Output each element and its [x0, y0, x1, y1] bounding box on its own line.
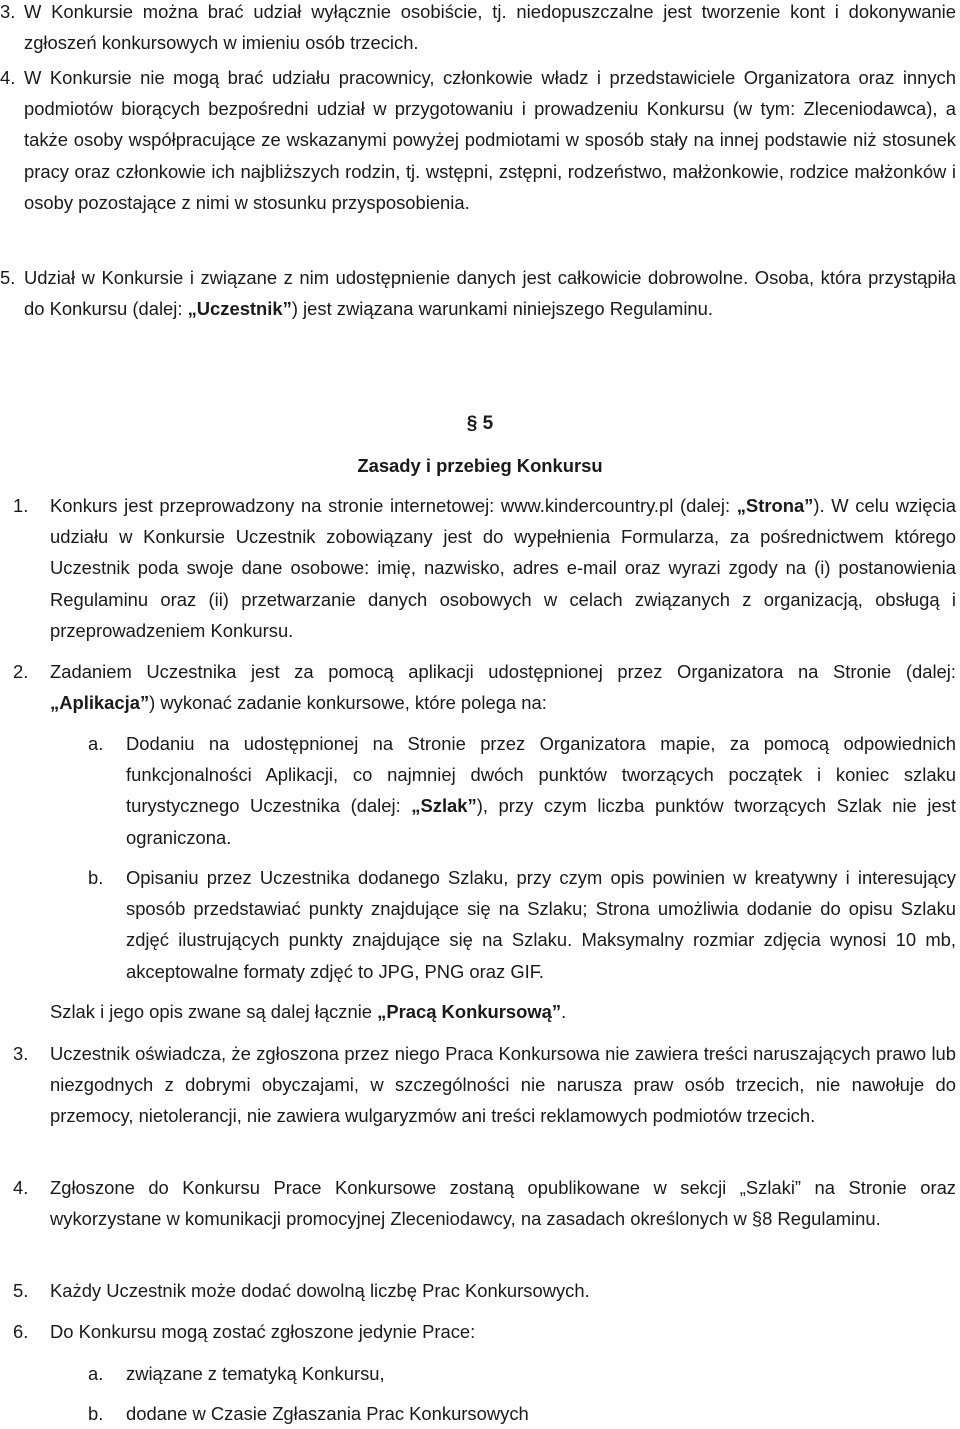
list-item — [0, 1038, 956, 1132]
item-text: Udział w Konkursie i związane z nim udostępnienie danych jest całkowicie dobrowolne. Osoba, która przystąpiła do Konkursu (dalej: „Uczestnik”) jest związana warunkami niniejszego Regulaminu. — [24, 267, 956, 320]
item-letter: a. — [88, 733, 104, 754]
defined-term: „Pracą Konkursową” — [377, 1001, 562, 1022]
sub-list-item — [0, 862, 956, 987]
list-item — [0, 1275, 956, 1306]
section-sign: § 5 — [466, 413, 494, 434]
sub-list-item — [0, 1398, 956, 1429]
item-number: 1. — [13, 495, 29, 516]
item-number: 3. — [13, 1043, 29, 1064]
item-letter: b. — [88, 867, 104, 888]
item-text: Opisaniu przez Uczestnika dodanego Szlaku, przy czym opis powinien w kreatywny i interesujący sposób przedstawiać punkty znajdujące się na Szlaku; Strona umożliwia dodanie do opisu Szlaku zdjęć ilustrujących punkty znajdujące się na Szlaku. Maksymalny rozmiar zdjęcia wynosi 10 mb, akceptowalne formaty zdjęć to JPG, PNG oraz GIF. — [126, 867, 956, 982]
item-text: Zgłoszone do Konkursu Prace Konkursowe zostaną opublikowane w sekcji „Szlaki” na Stronie oraz wykorzystane w komunikacji promocyjnej Zleceniodawcy, na zasadach określonych w §8 Regulaminu. — [50, 1177, 956, 1230]
item-number: 3. — [0, 1, 16, 22]
item-number: 4. — [13, 1177, 29, 1198]
item-text: Każdy Uczestnik może dodać dowolną liczbę Prac Konkursowych. — [50, 1280, 590, 1301]
defined-term: „Aplikacja” — [50, 692, 150, 714]
defined-term: „Strona” — [736, 495, 814, 516]
item-number: 5. — [0, 267, 16, 288]
list-item — [0, 62, 956, 218]
list-item — [0, 1316, 956, 1347]
list-item — [0, 1172, 956, 1234]
section-title: Zasady i przebieg Konkursu — [357, 455, 603, 476]
list-item — [0, 0, 956, 58]
item-letter: a. — [88, 1363, 104, 1384]
item-text: W Konkursie można brać udział wyłącznie osobiście, tj. niedopuszczalne jest tworzenie kont i dokonywanie zgłoszeń konkursowych w imieniu osób trzecich. — [24, 1, 956, 54]
item-text: Dodaniu na udostępnionej na Stronie przez Organizatora mapie, za pomocą odpowiednich funkcjonalności Aplikacji, co najmniej dwóch punktów tworzących początek i koniec szlaku turystycznego Uczestnika (dalej: „Szlak”), przy czym liczba punktów tworzących Szlak nie jest ograniczona. — [126, 733, 956, 848]
list-item — [0, 656, 956, 718]
item-text: Zadaniem Uczestnika jest za pomocą aplikacji udostępnionej przez Organizatora na Stronie (dalej: „Aplikacja”) wykonać zadanie konkursowe, które polega na: — [50, 661, 956, 714]
item-number: 5. — [13, 1280, 29, 1301]
list-item — [0, 490, 956, 646]
list-item — [0, 262, 956, 324]
defined-term: „Uczestnik” — [187, 298, 292, 320]
item-text: Uczestnik oświadcza, że zgłoszona przez niego Praca Konkursowa nie zawiera treści naruszających prawo lub niezgodnych z dobrymi obyczajami, w szczególności nie narusza praw osób trzecich, nie nawołuje do przemocy, nietolerancji, nie zawiera wulgaryzmów ani treści reklamowych podmiotów trzecich. — [50, 1043, 956, 1127]
item-text: W Konkursie nie mogą brać udziału pracownicy, członkowie władz i przedstawiciele Organizatora oraz innych podmiotów biorących bezpośredni udział w przygotowaniu i prowadzeniu Konkursu (w tym: Zleceniodawca), a także osoby współpracujące ze wskazanymi powyżej podmiotami w sposób stały na innej podstawie niż stosunek pracy oraz członkowie ich najbliższych rodzin, tj. wstępni, zstępni, rodzeństwo, małżonkowie, rodzice małżonków i osoby pozostające z nimi w stosunku przysposobienia. — [24, 67, 956, 213]
item-number: 4. — [0, 67, 16, 88]
item-number: 6. — [13, 1321, 29, 1342]
item-text: Konkurs jest przeprowadzony na stronie internetowej: www.kindercountry.pl (dalej: „Strona”). W celu wzięcia udziału w Konkursie Uczestnik zobowiązany jest do wypełnienia Formularza, za pośrednictwem którego Uczestnik poda swoje dane osobowe: imię, nazwisko, adres e-mail oraz wyrazi zgody na (i) postanowienia Regulaminu oraz (ii) przetwarzanie danych osobowych w celach związanych z organizacją, obsługą i przeprowadzeniem Konkursu. — [50, 495, 956, 641]
sub-list-item — [0, 1358, 956, 1389]
item-text: dodane w Czasie Zgłaszania Prac Konkursowych — [126, 1403, 529, 1424]
sub-list-item — [0, 728, 956, 853]
item-text: Do Konkursu mogą zostać zgłoszone jedynie Prace: — [50, 1321, 476, 1342]
defined-term: „Szlak” — [411, 795, 477, 817]
paragraph: Szlak i jego opis zwane są dalej łącznie „Pracą Konkursową”. — [50, 1001, 567, 1022]
item-letter: b. — [88, 1403, 104, 1424]
item-number: 2. — [13, 661, 29, 682]
item-text: związane z tematyką Konkursu, — [126, 1363, 385, 1384]
